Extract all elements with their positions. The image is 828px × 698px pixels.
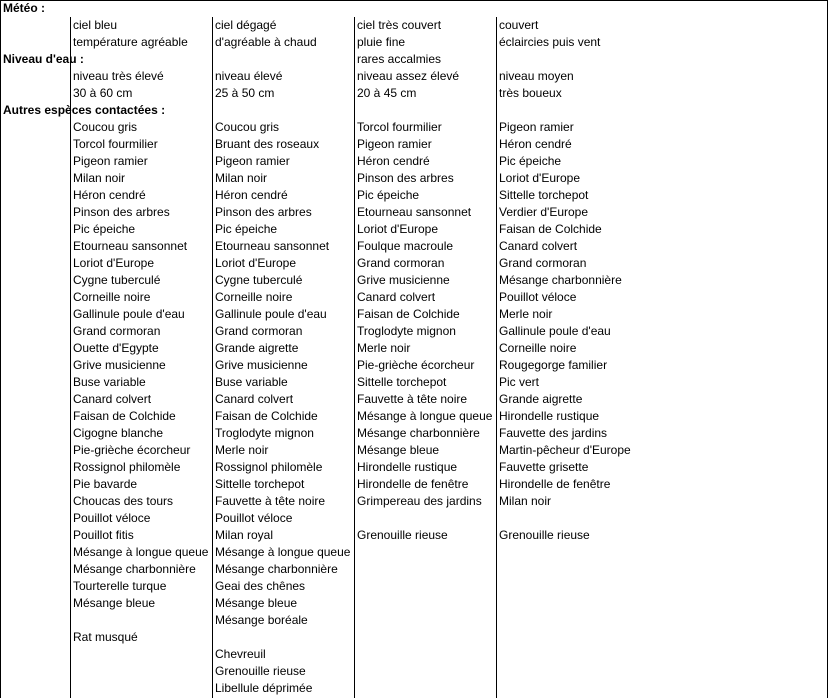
species-entry: Fauvette grisette bbox=[499, 460, 589, 474]
species-entry: Martin-pêcheur d'Europe bbox=[499, 443, 631, 457]
species-entry: Sittelle torchepot bbox=[357, 375, 447, 389]
species-entry: Pouillot véloce bbox=[499, 290, 577, 304]
species-entry: Hirondelle rustique bbox=[499, 409, 600, 423]
species-entry: Bruant des roseaux bbox=[215, 137, 320, 151]
species-entry: Mésange charbonnière bbox=[215, 562, 338, 576]
species-entry: Pigeon ramier bbox=[357, 137, 432, 151]
species-entry bbox=[499, 510, 825, 527]
species-entry: Grande aigrette bbox=[499, 392, 583, 406]
water-level-entry: niveau assez élevé bbox=[357, 69, 460, 83]
species-entry: Pic épeiche bbox=[499, 154, 562, 168]
species-entry: Choucas des tours bbox=[73, 494, 174, 508]
species-entry: Pic épeiche bbox=[357, 188, 420, 202]
species-entry: Grimpereau des jardins bbox=[357, 494, 482, 508]
species-entry: Pigeon ramier bbox=[73, 154, 148, 168]
species-entry: Héron cendré bbox=[499, 137, 572, 151]
section-header-niveau-eau: Niveau d'eau : bbox=[3, 52, 84, 66]
species-entry: Canard colvert bbox=[357, 290, 436, 304]
species-entry: Milan noir bbox=[73, 171, 126, 185]
species-entry: Torcol fourmilier bbox=[73, 137, 158, 151]
weather-entry: rares accalmies bbox=[357, 52, 442, 66]
species-entry: Verdier d'Europe bbox=[499, 205, 589, 219]
water-level-entry: 25 à 50 cm bbox=[215, 86, 275, 100]
weather-entry: ciel dégagé bbox=[215, 18, 277, 32]
species-entry: Mésange charbonnière bbox=[499, 273, 622, 287]
species-entry: Corneille noire bbox=[73, 290, 151, 304]
species-entry: Coucou gris bbox=[215, 120, 280, 134]
species-entry: Canard colvert bbox=[499, 239, 578, 253]
species-entry: Grande aigrette bbox=[215, 341, 299, 355]
species-entry: Libellule déprimée bbox=[215, 681, 313, 695]
species-entry: Loriot d'Europe bbox=[73, 256, 155, 270]
species-entry: Troglodyte mignon bbox=[357, 324, 456, 338]
species-entry: Faisan de Colchide bbox=[73, 409, 176, 423]
species-entry: Grive musicienne bbox=[357, 273, 450, 287]
weather-entry: ciel bleu bbox=[73, 18, 118, 32]
species-entry: Grand cormoran bbox=[499, 256, 587, 270]
species-entry: Mésange à longue queue bbox=[73, 545, 209, 559]
species-entry: Cigogne blanche bbox=[73, 426, 164, 440]
species-entry: Pie-grièche écorcheur bbox=[73, 443, 191, 457]
species-entry: Fauvette à tête noire bbox=[215, 494, 326, 508]
species-entry: Rossignol philomèle bbox=[215, 460, 323, 474]
species-entry: Faisan de Colchide bbox=[357, 307, 460, 321]
species-entry: Gallinule poule d'eau bbox=[73, 307, 185, 321]
species-entry: Coucou gris bbox=[73, 120, 138, 134]
column-separator bbox=[212, 17, 213, 698]
water-level-entry: 20 à 45 cm bbox=[357, 86, 417, 100]
species-entry: Hirondelle de fenêtre bbox=[357, 477, 469, 491]
species-entry: Geai des chênes bbox=[215, 579, 306, 593]
species-entry: Tourterelle turque bbox=[73, 579, 167, 593]
species-entry: Merle noir bbox=[215, 443, 269, 457]
species-entry: Milan royal bbox=[215, 528, 274, 542]
species-entry: Fauvette des jardins bbox=[499, 426, 608, 440]
weather-entry: pluie fine bbox=[357, 35, 406, 49]
species-entry: Hirondelle de fenêtre bbox=[499, 477, 611, 491]
species-entry: Pie bavarde bbox=[73, 477, 138, 491]
species-entry: Pie-grièche écorcheur bbox=[357, 358, 475, 372]
species-entry: Loriot d'Europe bbox=[215, 256, 297, 270]
species-entry: Canard colvert bbox=[73, 392, 152, 406]
section-header-especes: Autres espèces contactées : bbox=[3, 103, 166, 117]
water-level-entry: très boueux bbox=[499, 86, 562, 100]
species-entry: Mésange à longue queue bbox=[215, 545, 351, 559]
column-separator bbox=[70, 17, 71, 698]
species-entry: Pigeon ramier bbox=[215, 154, 290, 168]
species-entry bbox=[357, 510, 496, 527]
species-entry: Grenouille rieuse bbox=[357, 528, 448, 542]
species-entry: Buse variable bbox=[73, 375, 146, 389]
species-entry: Mésange à longue queue bbox=[357, 409, 493, 423]
species-entry: Pinson des arbres bbox=[357, 171, 454, 185]
weather-entry: ciel très couvert bbox=[357, 18, 442, 32]
species-entry: Loriot d'Europe bbox=[499, 171, 581, 185]
species-entry: Pigeon ramier bbox=[499, 120, 574, 134]
species-entry: Buse variable bbox=[215, 375, 288, 389]
species-entry: Rossignol philomèle bbox=[73, 460, 181, 474]
species-entry: Grand cormoran bbox=[73, 324, 161, 338]
water-level-entry: niveau moyen bbox=[499, 69, 574, 83]
species-entry: Merle noir bbox=[357, 341, 411, 355]
species-entry: Héron cendré bbox=[357, 154, 430, 168]
species-entry: Pouillot véloce bbox=[73, 511, 151, 525]
species-entry: Rougegorge familier bbox=[499, 358, 608, 372]
species-entry: Corneille noire bbox=[215, 290, 293, 304]
species-entry: Milan noir bbox=[499, 494, 552, 508]
species-entry: Sittelle torchepot bbox=[215, 477, 305, 491]
species-entry: Pic épeiche bbox=[73, 222, 136, 236]
column-separator bbox=[354, 17, 355, 698]
species-entry: Pic vert bbox=[499, 375, 540, 389]
species-entry: Grenouille rieuse bbox=[499, 528, 590, 542]
column-separator bbox=[496, 17, 497, 698]
water-level-entry: niveau élevé bbox=[215, 69, 283, 83]
species-entry: Grive musicienne bbox=[73, 358, 166, 372]
species-entry: Faisan de Colchide bbox=[499, 222, 602, 236]
species-entry: Etourneau sansonnet bbox=[215, 239, 330, 253]
weather-entry: d'agréable à chaud bbox=[215, 35, 317, 49]
species-entry: Milan noir bbox=[215, 171, 268, 185]
species-entry: Grand cormoran bbox=[357, 256, 445, 270]
species-entry: Mésange charbonnière bbox=[73, 562, 196, 576]
species-entry: Grive musicienne bbox=[215, 358, 308, 372]
species-entry: Gallinule poule d'eau bbox=[499, 324, 611, 338]
species-entry: Corneille noire bbox=[499, 341, 577, 355]
species-entry: Troglodyte mignon bbox=[215, 426, 314, 440]
species-entry: Canard colvert bbox=[215, 392, 294, 406]
species-entry: Rat musqué bbox=[73, 630, 138, 644]
species-entry: Cygne tuberculé bbox=[215, 273, 303, 287]
species-entry: Foulque macroule bbox=[357, 239, 454, 253]
water-level-entry: niveau très élevé bbox=[73, 69, 164, 83]
species-entry: Mésange bleue bbox=[215, 596, 298, 610]
weather-entry: couvert bbox=[499, 18, 539, 32]
weather-entry: éclaircies puis vent bbox=[499, 35, 601, 49]
species-entry: Pouillot véloce bbox=[215, 511, 293, 525]
species-entry bbox=[215, 629, 354, 646]
species-entry: Merle noir bbox=[499, 307, 553, 321]
species-entry: Chevreuil bbox=[215, 647, 266, 661]
species-entry: Grand cormoran bbox=[215, 324, 303, 338]
species-entry: Sittelle torchepot bbox=[499, 188, 589, 202]
weather-entry: température agréable bbox=[73, 35, 188, 49]
species-entry: Grenouille rieuse bbox=[215, 664, 306, 678]
species-entry: Mésange bleue bbox=[357, 443, 440, 457]
species-entry: Cygne tuberculé bbox=[73, 273, 161, 287]
species-entry: Etourneau sansonnet bbox=[357, 205, 472, 219]
species-entry: Pic épeiche bbox=[215, 222, 278, 236]
species-entry: Mésange charbonnière bbox=[357, 426, 480, 440]
species-entry: Faisan de Colchide bbox=[215, 409, 318, 423]
species-entry: Pouillot fitis bbox=[73, 528, 134, 542]
species-entry: Gallinule poule d'eau bbox=[215, 307, 327, 321]
frame-top-border bbox=[0, 0, 827, 1]
species-entry: Fauvette à tête noire bbox=[357, 392, 468, 406]
species-entry: Loriot d'Europe bbox=[357, 222, 439, 236]
species-entry: Héron cendré bbox=[215, 188, 288, 202]
species-entry: Pinson des arbres bbox=[73, 205, 170, 219]
species-entry: Ouette d'Egypte bbox=[73, 341, 159, 355]
frame-left-border bbox=[0, 0, 1, 698]
species-entry bbox=[73, 612, 212, 629]
section-header-meteo: Météo : bbox=[3, 1, 45, 15]
species-entry: Torcol fourmilier bbox=[357, 120, 442, 134]
water-level-entry: 30 à 60 cm bbox=[73, 86, 133, 100]
species-entry: Hirondelle rustique bbox=[357, 460, 458, 474]
species-entry: Héron cendré bbox=[73, 188, 146, 202]
species-entry: Mésange boréale bbox=[215, 613, 308, 627]
species-entry: Mésange bleue bbox=[73, 596, 156, 610]
species-entry: Pinson des arbres bbox=[215, 205, 312, 219]
species-entry: Etourneau sansonnet bbox=[73, 239, 188, 253]
